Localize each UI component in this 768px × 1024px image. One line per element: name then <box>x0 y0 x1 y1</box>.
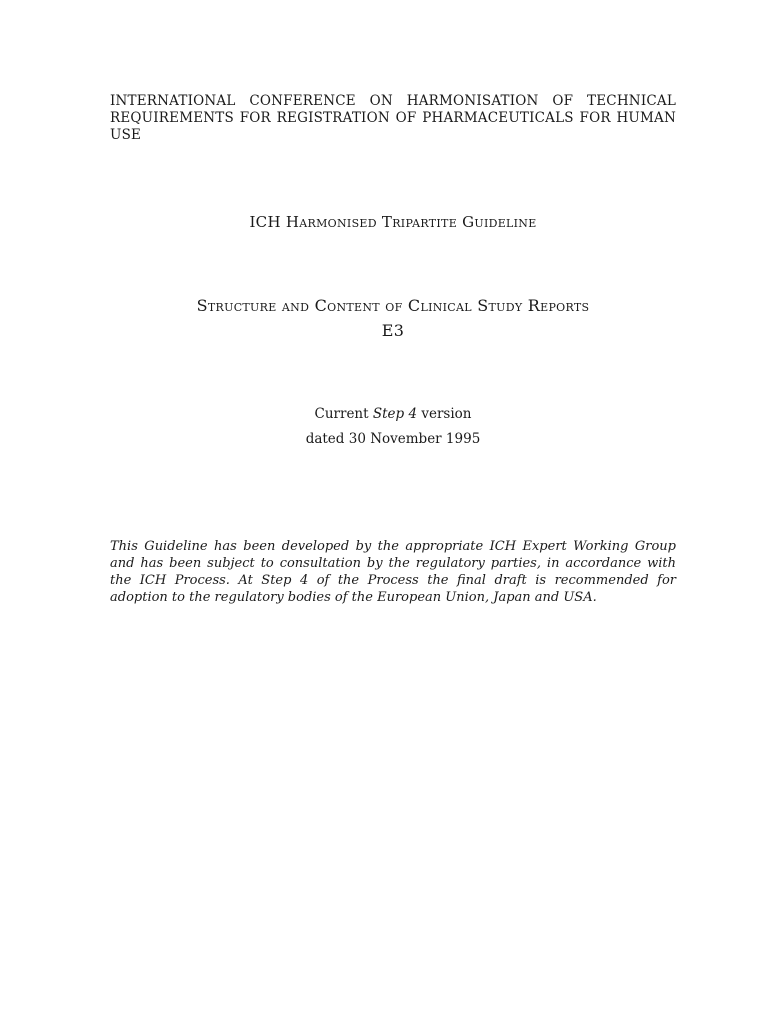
version-suffix: version <box>421 406 472 422</box>
version-date: dated 30 November 1995 <box>305 431 481 447</box>
version-block <box>110 402 676 452</box>
guideline-note: This Guideline has been developed by the appropriate ICH Expert Working Group and has been subject to consultation by the regulatory parties, in accordance with the ICH Process. At Step 4 of the Process the final draft is recommended for adoption to the regulatory bodies of the European Union, Japan and USA. <box>110 539 676 605</box>
conference-heading: INTERNATIONAL CONFERENCE ON HARMONISATION OF TECHNICAL REQUIREMENTS FOR REGISTRATION OF PHARMACEUTICALS FOR HUMAN USE <box>110 93 676 143</box>
version-line <box>110 402 676 427</box>
version-step: Step 4 <box>372 406 418 422</box>
guideline-code: E3 <box>381 321 405 340</box>
version-prefix: Current <box>314 406 369 422</box>
guideline-type: ICH Harmonised Tripartite Guideline <box>249 213 537 231</box>
guideline-title-block <box>110 293 676 343</box>
guideline-title: Structure and Content of Clinical Study Reports <box>196 296 590 315</box>
